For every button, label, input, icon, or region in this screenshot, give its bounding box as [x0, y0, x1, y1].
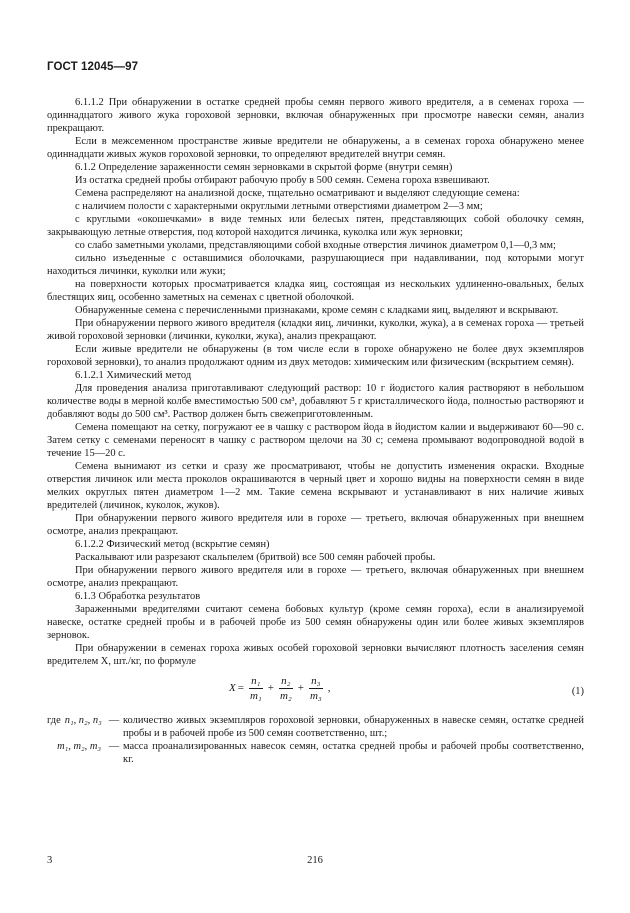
- numerator-n3: n₃: [311, 675, 321, 687]
- paragraph: Семена помещают на сетку, погружают ее в чашку с раствором йода в йодистом калии и выдерживают 60—90 с. Затем сетку с семенами переносят в чашку с раствором щелочи на 30 с; семена промывают водопроводной водой в течение 15—20 с.: [47, 422, 584, 459]
- page-number-center: 216: [307, 855, 323, 866]
- paragraph: Для проведения анализа приготавливают следующий раствор: 10 г йодистого калия растворяют в небольшом количестве воды в мерной колбе вместимостью 500 см³, добавляют 5 г кристаллического йода, полностью растворяют и добавляют воды до 500 см³. Раствор должен быть свежеприготовленным.: [47, 383, 584, 420]
- paragraph: Если живые вредители не обнаружены (в том числе если в горохе обнаружено не более двух экземпляров гороховой зерновки), то анализ продолжают одним из двух методов: химическим или физическим (вскрытием семян).: [47, 344, 584, 368]
- document-header: ГОСТ 12045—97: [47, 61, 139, 73]
- formula-lhs: X: [229, 682, 236, 694]
- formula-equals: =: [237, 682, 244, 694]
- equation-number: (1): [571, 686, 584, 697]
- paragraph: При обнаружении первого живого вредителя или в горохе — третьего, включая обнаруженных при внешнем осмотре, анализ прекращают.: [47, 513, 584, 537]
- paragraph: Раскалывают или разрезают скальпелем (бритвой) все 500 семян рабочей пробы.: [75, 552, 436, 563]
- list-item: сильно изъеденные с оставшимися оболочками, разрушающиеся при надавливании, под которыми могут находиться личинки, куколки или жуки;: [47, 253, 584, 277]
- fraction-1: [248, 674, 264, 703]
- definition-row: [47, 714, 584, 740]
- paragraph: При обнаружении в семенах гороха живых особей гороховой зерновки вычисляют плотность заселения семян вредителем X, шт./кг, по формуле: [47, 643, 584, 667]
- paragraph: Семена распределяют на анализной доске, тщательно осматривают и выделяют следующие семена:: [75, 188, 520, 199]
- paragraph: Семена вынимают из сетки и сразу же просматривают, чтобы не допустить изменения окраски. Входные отверстия личинок или места проколов окрашиваются в черный цвет и хорошо видны на поверхности семян в виде мелких округлых пятен диаметром 1—2 мм. Такие семена вскрывают и устанавливают в них наличие живых вредителей (личинок, куколок, жуков).: [47, 461, 584, 511]
- paragraph: Обнаруженные семена с перечисленными признаками, кроме семян с кладками яиц, выделяют и вскрывают.: [75, 305, 559, 316]
- denominator-m2: m₂: [279, 690, 292, 702]
- document-body: [47, 96, 584, 766]
- list-item: со слабо заметными уколами, представляющими собой входные отверстия личинок диаметром 0,1—0,3 мм;: [75, 240, 556, 251]
- paragraph: Если в межсеменном пространстве живые вредители не обнаружены, а в семенах гороха обнаружено менее одиннадцати живых жуков гороховой зерновки, то определяют вредителей внутри семян.: [47, 136, 584, 160]
- formula-block: [47, 672, 584, 712]
- definition-prefix: где: [47, 715, 61, 726]
- list-item: с наличием полости с характерными округлыми летными отверстиями диаметром 2—3 мм;: [75, 201, 483, 212]
- formula-plus: +: [267, 682, 274, 694]
- formula-plus: +: [297, 682, 304, 694]
- numerator-n2: n₂: [281, 675, 291, 687]
- section-heading: 6.1.3 Обработка результатов: [75, 591, 201, 602]
- page-number-left: 3: [47, 855, 53, 866]
- section-heading: 6.1.2.1 Химический метод: [75, 370, 192, 381]
- definition-dash: —: [108, 715, 120, 726]
- definition-row: [47, 740, 584, 766]
- formula-comma: ,: [327, 682, 331, 694]
- numerator-n1: n₁: [251, 675, 261, 687]
- definition-dash: —: [108, 741, 120, 752]
- definition-term: m₁, m₂, m₃: [57, 741, 101, 752]
- paragraph: При обнаружении первого живого вредителя или в горохе — третьего, включая обнаруженных при внешнем осмотре, анализ прекращают.: [47, 565, 584, 589]
- list-item: на поверхности которых просматривается кладка яиц, состоящая из нескольких удлиненно-овальных, белых блестящих яиц, особенно заметных на семенах с цветной оболочкой.: [47, 279, 584, 303]
- definition-term: n₁, n₂, n₃: [64, 715, 102, 726]
- fraction-2: [278, 674, 294, 703]
- paragraph: При обнаружении первого живого вредителя (кладки яиц, личинки, куколки, жука), а в семенах гороха — третьей живой гороховой зерновки (личинки, куколки, жука), анализ прекращают.: [47, 318, 584, 342]
- definition-text: масса проанализированных навесок семян, остатка средней пробы и рабочей пробы соответственно, кг.: [123, 741, 584, 765]
- section-heading: 6.1.2.2 Физический метод (вскрытие семян): [75, 539, 270, 550]
- list-item: с круглыми «окошечками» в виде темных или белесых пятен, представляющих собой оболочку семян, закрывающую летные отверстия, под которой находится личинка, куколка или жук зерновки;: [47, 214, 584, 238]
- definition-text: количество живых экземпляров гороховой зерновки, обнаруженных в навеске семян, остатке средней пробы и в рабочей пробе из 500 семян соответственно, шт.;: [123, 715, 584, 739]
- section-heading: 6.1.2 Определение зараженности семян зерновками в скрытой форме (внутри семян): [75, 162, 453, 173]
- denominator-m3: m₃: [309, 690, 322, 702]
- fraction-3: [308, 674, 324, 703]
- formula: [229, 674, 332, 703]
- paragraph: Из остатка средней пробы отбирают рабочую пробу в 500 семян. Семена гороха взвешивают.: [75, 175, 490, 186]
- paragraph: 6.1.1.2 При обнаружении в остатке средней пробы семян первого живого вредителя, а в семенах гороха — одиннадцатого живого жука гороховой зерновки, включая обнаруженных при просмотре навески семян, анализ прекращают.: [47, 97, 584, 134]
- denominator-m1: m₁: [249, 690, 262, 702]
- paragraph: Зараженными вредителями считают семена бобовых культур (кроме семян гороха), если в анализируемой навеске, остатке средней пробы и в рабочей пробе из 500 семян обнаружены один или более живых экземпляров зерновок.: [47, 604, 584, 641]
